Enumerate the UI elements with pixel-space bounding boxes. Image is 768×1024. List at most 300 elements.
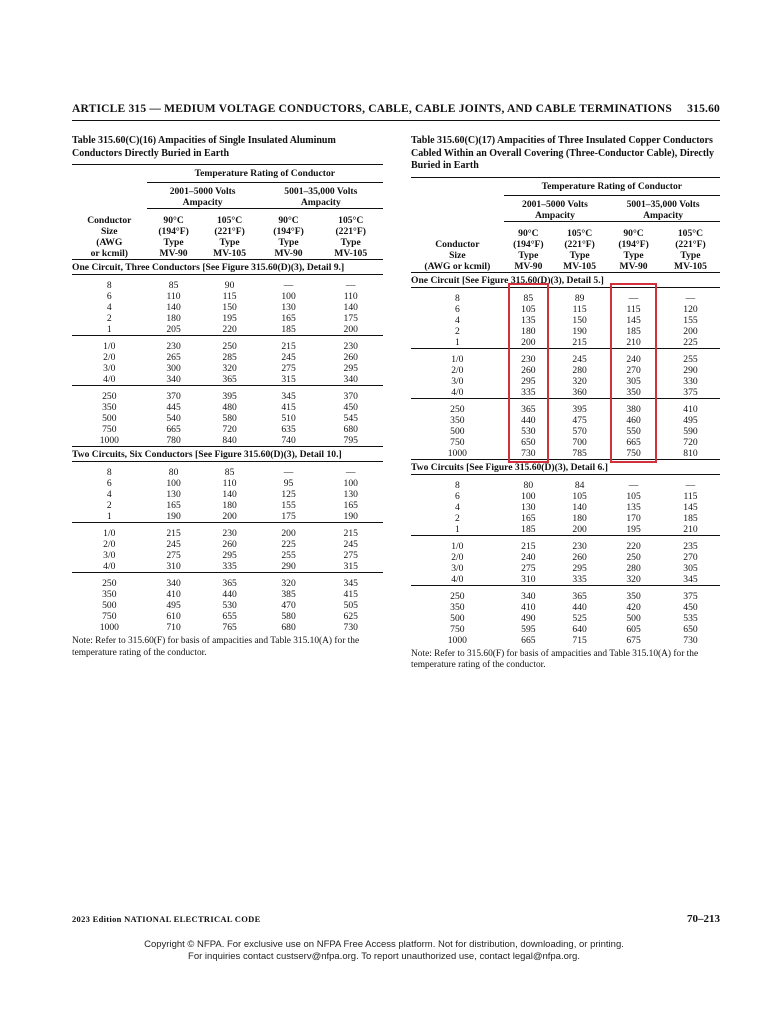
conductor-size-cell: 6 bbox=[106, 291, 112, 302]
ampacity-cell: 580 bbox=[281, 611, 296, 622]
ampacity-cell: 505 bbox=[343, 600, 358, 611]
ampacity-cell: 510 bbox=[281, 413, 296, 424]
table-315-60-c-16 bbox=[72, 135, 383, 659]
ampacity-cell: — bbox=[685, 479, 696, 491]
ampacity-cell: 345 bbox=[683, 573, 698, 585]
ampacity-cell: 215 bbox=[572, 336, 587, 348]
conductor-size-cell: 4 bbox=[106, 489, 112, 500]
ampacity-cell: 365 bbox=[222, 374, 237, 385]
conductor-size-cell: 1000 bbox=[447, 634, 467, 646]
ampacity-cell: 180 bbox=[222, 500, 237, 511]
ampacity-cell: 280 bbox=[626, 562, 641, 574]
table-row bbox=[72, 386, 383, 403]
ampacity-cell: 230 bbox=[318, 336, 383, 353]
ampacity-cell: 130 bbox=[166, 489, 181, 500]
page-header bbox=[72, 103, 720, 115]
conductor-size-cell: 2 bbox=[106, 313, 112, 324]
ampacity-cell: 85 bbox=[523, 292, 534, 304]
section-heading-row bbox=[411, 272, 720, 287]
table-row bbox=[411, 474, 720, 491]
ampacity-cell: 95 bbox=[283, 478, 294, 489]
ampacity-cell: 665 bbox=[521, 634, 536, 646]
ampacity-cell: 115 bbox=[626, 303, 641, 315]
ampacity-cell: 375 bbox=[683, 386, 698, 398]
ampacity-cell: 140 bbox=[343, 302, 358, 313]
ampacity-cell: 840 bbox=[222, 435, 237, 446]
ampacity-cell: 185 bbox=[683, 512, 698, 524]
table-row bbox=[411, 337, 720, 349]
ampacity-cell: 200 bbox=[259, 523, 319, 540]
ampacity-cell: 140 bbox=[166, 302, 181, 313]
ampacity-cell: 200 bbox=[222, 511, 237, 522]
ampacity-cell: 215 bbox=[318, 523, 383, 540]
ampacity-cell: 215 bbox=[259, 336, 319, 353]
table-row bbox=[72, 489, 383, 500]
conductor-size-cell: 8 bbox=[454, 479, 460, 491]
table-note: Note: Refer to 315.60(F) for basis of ampacities and Table 315.10(A) for the temperature rating of the conductor. bbox=[72, 636, 360, 658]
conductor-size-cell: 350 bbox=[450, 414, 465, 426]
header-line: Size bbox=[449, 249, 466, 261]
ampacity-cell: 335 bbox=[572, 573, 587, 585]
ampacity-cell: 255 bbox=[661, 348, 720, 365]
ampacity-cell: 345 bbox=[318, 573, 383, 590]
header-line: (194°F) bbox=[273, 226, 304, 237]
ampacity-cell: 495 bbox=[683, 414, 698, 426]
ampacity-table bbox=[72, 164, 383, 633]
conductor-size-cell: 4/0 bbox=[451, 573, 464, 585]
copyright-notice bbox=[0, 939, 768, 963]
ampacity-cell: 345 bbox=[259, 386, 319, 403]
ampacity-cell: 275 bbox=[166, 550, 181, 561]
conductor-size-cell: 350 bbox=[450, 601, 465, 613]
ampacity-cell: 335 bbox=[521, 386, 536, 398]
ampacity-cell: 410 bbox=[521, 601, 536, 613]
conductor-size-cell: 2/0 bbox=[451, 364, 464, 376]
conductor-size-cell: 4 bbox=[106, 302, 112, 313]
ampacity-cell: 275 bbox=[521, 562, 536, 574]
section-heading-row bbox=[411, 459, 720, 474]
table-caption: Table 315.60(C)(16) Ampacities of Single Insulated Aluminum Conductors Directly Buried in Earth bbox=[72, 135, 336, 159]
ampacity-cell: 200 bbox=[521, 336, 536, 348]
ampacity-cell: 200 bbox=[572, 523, 587, 535]
ampacity-cell: 185 bbox=[281, 324, 296, 335]
ampacity-cell: 310 bbox=[166, 561, 181, 572]
ampacity-cell: 295 bbox=[222, 550, 237, 561]
temp-rating-header: Temperature Rating of Conductor bbox=[147, 165, 383, 183]
ampacity-cell: 655 bbox=[222, 611, 237, 622]
header-line: MV-90 bbox=[514, 260, 543, 272]
ampacity-cell: 135 bbox=[626, 501, 641, 513]
ampacity-cell: 80 bbox=[523, 479, 534, 491]
table-row bbox=[72, 435, 383, 447]
page-footer bbox=[72, 913, 720, 925]
temp-rating-header: Temperature Rating of Conductor bbox=[504, 177, 720, 195]
ampacity-cell: 150 bbox=[572, 314, 587, 326]
ampacity-cell: 320 bbox=[222, 363, 237, 374]
conductor-size-cell: 1 bbox=[454, 336, 460, 348]
table-row bbox=[72, 573, 383, 590]
table-row bbox=[411, 624, 720, 635]
ampacity-cell: — bbox=[628, 479, 639, 491]
ampacity-cell: 370 bbox=[147, 386, 201, 403]
ampacity-cell: 320 bbox=[259, 573, 319, 590]
ampacity-cell: 175 bbox=[343, 313, 358, 324]
ampacity-cell: 675 bbox=[626, 634, 641, 646]
ampacity-cell: 360 bbox=[572, 386, 587, 398]
header-line: Type bbox=[219, 237, 240, 248]
ampacity-cell: 230 bbox=[553, 535, 606, 552]
ampacity-table bbox=[411, 177, 720, 646]
ampacity-cell: 225 bbox=[281, 539, 296, 550]
header-line: (194°F) bbox=[513, 238, 544, 250]
ampacity-cell: 720 bbox=[222, 424, 237, 435]
header-line: (AWG bbox=[96, 237, 123, 248]
ampacity-cell: 785 bbox=[572, 447, 587, 459]
conductor-size-cell: 1/0 bbox=[72, 523, 147, 540]
column-header bbox=[318, 209, 383, 260]
ampacity-cell: 100 bbox=[521, 490, 536, 502]
ampacity-cell: 460 bbox=[626, 414, 641, 426]
conductor-size-cell: 500 bbox=[450, 612, 465, 624]
table-row bbox=[411, 602, 720, 613]
ampacity-cell: 165 bbox=[281, 313, 296, 324]
table-row bbox=[411, 513, 720, 524]
ampacity-cell: 415 bbox=[281, 402, 296, 413]
conductor-size-cell: 750 bbox=[450, 436, 465, 448]
ampacity-cell: — bbox=[283, 280, 294, 291]
ampacity-cell: 100 bbox=[281, 291, 296, 302]
conductor-size-cell: 6 bbox=[454, 303, 460, 315]
voltage-group-header bbox=[259, 183, 383, 209]
ampacity-label: Ampacity bbox=[534, 209, 575, 221]
conductor-size-cell: 3/0 bbox=[451, 562, 464, 574]
table-row bbox=[72, 478, 383, 489]
table-row bbox=[411, 448, 720, 460]
ampacity-cell: 135 bbox=[521, 314, 536, 326]
conductor-size-cell: 350 bbox=[102, 402, 117, 413]
ampacity-cell: 365 bbox=[553, 585, 606, 602]
ampacity-cell: 115 bbox=[222, 291, 237, 302]
ampacity-cell: 415 bbox=[343, 589, 358, 600]
table-row bbox=[411, 415, 720, 426]
section-number: 315.60 bbox=[687, 103, 720, 115]
ampacity-cell: 385 bbox=[281, 589, 296, 600]
ampacity-cell: 80 bbox=[168, 467, 179, 478]
conductor-size-cell: 250 bbox=[72, 386, 147, 403]
conductor-size-cell: 1000 bbox=[447, 447, 467, 459]
header-line: 90°C bbox=[278, 215, 299, 226]
ampacity-label: Ampacity bbox=[643, 209, 684, 221]
ampacity-cell: 625 bbox=[343, 611, 358, 622]
ampacity-cell: 570 bbox=[572, 425, 587, 437]
column-header bbox=[661, 221, 720, 272]
ampacity-cell: 175 bbox=[281, 511, 296, 522]
header-line: 90°C bbox=[518, 227, 539, 239]
ampacity-cell: — bbox=[685, 292, 696, 304]
ampacity-cell: 715 bbox=[572, 634, 587, 646]
ampacity-cell: 100 bbox=[166, 478, 181, 489]
ampacity-cell: 295 bbox=[572, 562, 587, 574]
ampacity-cell: 605 bbox=[626, 623, 641, 635]
header-line: (221°F) bbox=[675, 238, 706, 250]
voltage-group-label: 5001–35,000 Volts bbox=[284, 186, 358, 197]
column-header bbox=[201, 209, 259, 260]
ampacity-cell: 85 bbox=[224, 467, 235, 478]
conductor-size-cell: 4 bbox=[454, 501, 460, 513]
ampacity-cell: 550 bbox=[626, 425, 641, 437]
section-heading: One Circuit [See Figure 315.60(D)(3), Detail 5.] bbox=[411, 272, 720, 287]
table-row bbox=[72, 462, 383, 479]
header-line: Conductor bbox=[435, 238, 480, 250]
ampacity-cell: 610 bbox=[166, 611, 181, 622]
table-row bbox=[411, 574, 720, 586]
table-row bbox=[72, 302, 383, 313]
ampacity-cell: 340 bbox=[147, 573, 201, 590]
ampacity-cell: 130 bbox=[281, 302, 296, 313]
ampacity-cell: 285 bbox=[222, 352, 237, 363]
ampacity-cell: 340 bbox=[504, 585, 553, 602]
column-header bbox=[147, 209, 201, 260]
table-row bbox=[72, 313, 383, 324]
ampacity-cell: 270 bbox=[683, 551, 698, 563]
header-line: 105°C bbox=[567, 227, 593, 239]
ampacity-cell: 525 bbox=[572, 612, 587, 624]
conductor-size-cell: 250 bbox=[411, 398, 504, 415]
ampacity-cell: 795 bbox=[343, 435, 358, 446]
table-row bbox=[411, 491, 720, 502]
ampacity-cell: 195 bbox=[222, 313, 237, 324]
conductor-size-cell: 1000 bbox=[99, 622, 119, 633]
header-line: Type bbox=[518, 249, 539, 261]
ampacity-cell: 265 bbox=[166, 352, 181, 363]
header-line: (AWG or kcmil) bbox=[424, 260, 491, 272]
ampacity-cell: 180 bbox=[521, 325, 536, 337]
ampacity-cell: 105 bbox=[521, 303, 536, 315]
header-line: (221°F) bbox=[564, 238, 595, 250]
table-row bbox=[411, 304, 720, 315]
ampacity-cell: 320 bbox=[572, 375, 587, 387]
ampacity-cell: 315 bbox=[281, 374, 296, 385]
header-line: (194°F) bbox=[618, 238, 649, 250]
conductor-size-cell: 8 bbox=[454, 292, 460, 304]
section-heading: Two Circuits [See Figure 315.60(D)(3), Detail 6.] bbox=[411, 459, 720, 474]
ampacity-cell: 275 bbox=[281, 363, 296, 374]
ampacity-cell: 110 bbox=[222, 478, 237, 489]
ampacity-cell: 680 bbox=[281, 622, 296, 633]
table-row bbox=[411, 437, 720, 448]
header-line: MV-105 bbox=[563, 260, 597, 272]
ampacity-cell: 215 bbox=[147, 523, 201, 540]
ampacity-cell: 120 bbox=[683, 303, 698, 315]
ampacity-cell: 89 bbox=[574, 292, 585, 304]
conductor-size-cell: 350 bbox=[102, 589, 117, 600]
ampacity-cell: 140 bbox=[572, 501, 587, 513]
voltage-group-label: 2001–5000 Volts bbox=[522, 198, 588, 210]
ampacity-cell: 210 bbox=[683, 523, 698, 535]
table-row bbox=[72, 611, 383, 622]
ampacity-cell: 295 bbox=[343, 363, 358, 374]
table-row bbox=[72, 589, 383, 600]
ampacity-cell: 190 bbox=[572, 325, 587, 337]
table-row bbox=[72, 550, 383, 561]
conductor-size-cell: 8 bbox=[106, 280, 112, 291]
ampacity-cell: 300 bbox=[166, 363, 181, 374]
table-row bbox=[72, 539, 383, 550]
header-rule bbox=[72, 120, 720, 121]
ampacity-cell: 140 bbox=[222, 489, 237, 500]
ampacity-cell: 730 bbox=[683, 634, 698, 646]
table-row bbox=[411, 552, 720, 563]
article-title: ARTICLE 315 — MEDIUM VOLTAGE CONDUCTORS, CABLE, CABLE JOINTS, AND CABLE TERMINATIONS bbox=[72, 103, 673, 115]
section-heading-row bbox=[72, 447, 383, 462]
table-row bbox=[411, 387, 720, 399]
ampacity-cell: 365 bbox=[201, 573, 259, 590]
ampacity-cell: 165 bbox=[343, 500, 358, 511]
header-line: Type bbox=[163, 237, 184, 248]
ampacity-cell: 115 bbox=[683, 490, 698, 502]
ampacity-cell: — bbox=[283, 467, 294, 478]
ampacity-cell: 190 bbox=[343, 511, 358, 522]
ampacity-cell: 500 bbox=[626, 612, 641, 624]
header-line: Type bbox=[569, 249, 590, 261]
conductor-size-cell: 750 bbox=[450, 623, 465, 635]
table-row bbox=[411, 524, 720, 536]
ampacity-cell: 130 bbox=[343, 489, 358, 500]
conductor-size-cell: 2 bbox=[454, 325, 460, 337]
table-row bbox=[411, 613, 720, 624]
ampacity-cell: 635 bbox=[281, 424, 296, 435]
conductor-size-cell: 500 bbox=[102, 413, 117, 424]
header-line: Conductor bbox=[87, 215, 132, 226]
ampacity-cell: 260 bbox=[521, 364, 536, 376]
ampacity-cell: 350 bbox=[626, 386, 641, 398]
ampacity-cell: 90 bbox=[224, 280, 235, 291]
ampacity-cell: 245 bbox=[166, 539, 181, 550]
ampacity-cell: 230 bbox=[147, 336, 201, 353]
ampacity-cell: 730 bbox=[343, 622, 358, 633]
ampacity-cell: 180 bbox=[572, 512, 587, 524]
ampacity-label: Ampacity bbox=[182, 197, 223, 208]
ampacity-cell: 320 bbox=[626, 573, 641, 585]
conductor-size-header bbox=[411, 221, 504, 272]
header-line: 105°C bbox=[677, 227, 704, 239]
table-row bbox=[72, 374, 383, 386]
conductor-size-cell: 3/0 bbox=[451, 375, 464, 387]
ampacity-cell: 480 bbox=[222, 402, 237, 413]
ampacity-cell: 595 bbox=[521, 623, 536, 635]
table-row bbox=[72, 622, 383, 633]
ampacity-cell: 310 bbox=[521, 573, 536, 585]
conductor-size-cell: 1 bbox=[454, 523, 460, 535]
ampacity-cell: 85 bbox=[168, 280, 179, 291]
ampacity-cell: 650 bbox=[683, 623, 698, 635]
table-row bbox=[411, 315, 720, 326]
ampacity-cell: 180 bbox=[166, 313, 181, 324]
ampacity-cell: — bbox=[628, 292, 639, 304]
conductor-size-cell: 750 bbox=[102, 424, 117, 435]
table-row bbox=[411, 563, 720, 574]
conductor-size-cell: 3/0 bbox=[103, 363, 116, 374]
ampacity-cell: 530 bbox=[521, 425, 536, 437]
ampacity-cell: 230 bbox=[504, 348, 553, 365]
conductor-size-cell: 6 bbox=[106, 478, 112, 489]
ampacity-cell: 340 bbox=[166, 374, 181, 385]
ampacity-cell: 185 bbox=[626, 325, 641, 337]
ampacity-cell: 650 bbox=[521, 436, 536, 448]
ampacity-cell: 535 bbox=[683, 612, 698, 624]
ampacity-cell: 440 bbox=[222, 589, 237, 600]
ampacity-cell: 215 bbox=[504, 535, 553, 552]
conductor-size-cell: 500 bbox=[102, 600, 117, 611]
header-line: MV-105 bbox=[674, 260, 707, 272]
ampacity-cell: 305 bbox=[683, 562, 698, 574]
ampacity-cell: 275 bbox=[343, 550, 358, 561]
column-header bbox=[259, 209, 319, 260]
ampacity-cell: 110 bbox=[166, 291, 181, 302]
table-row bbox=[411, 326, 720, 337]
ampacity-cell: 470 bbox=[281, 600, 296, 611]
conductor-size-cell: 2 bbox=[106, 500, 112, 511]
section-heading: One Circuit, Three Conductors [See Figure 315.60(D)(3), Detail 9.] bbox=[72, 260, 383, 275]
ampacity-cell: 230 bbox=[201, 523, 259, 540]
ampacity-cell: 255 bbox=[281, 550, 296, 561]
conductor-size-cell: 1/0 bbox=[411, 348, 504, 365]
conductor-size-cell: 1 bbox=[106, 511, 112, 522]
conductor-size-cell: 4 bbox=[454, 314, 460, 326]
voltage-group-header bbox=[147, 183, 259, 209]
conductor-size-cell: 1/0 bbox=[72, 336, 147, 353]
ampacity-cell: 420 bbox=[626, 601, 641, 613]
ampacity-cell: 450 bbox=[683, 601, 698, 613]
conductor-size-cell: 500 bbox=[450, 425, 465, 437]
ampacity-cell: — bbox=[345, 467, 356, 478]
conductor-size-cell: 1 bbox=[106, 324, 112, 335]
ampacity-cell: 84 bbox=[574, 479, 585, 491]
header-line: MV-90 bbox=[274, 248, 303, 259]
table-row bbox=[411, 287, 720, 304]
ampacity-cell: 190 bbox=[166, 511, 181, 522]
ampacity-cell: 240 bbox=[606, 348, 661, 365]
conductor-size-cell: 4/0 bbox=[451, 386, 464, 398]
table-row bbox=[72, 363, 383, 374]
ampacity-cell: 395 bbox=[553, 398, 606, 415]
column-header bbox=[606, 221, 661, 272]
table-row bbox=[72, 511, 383, 523]
ampacity-cell: 105 bbox=[626, 490, 641, 502]
ampacity-cell: 260 bbox=[222, 539, 237, 550]
header-line: 105°C bbox=[217, 215, 243, 226]
ampacity-cell: 170 bbox=[626, 512, 641, 524]
ampacity-cell: 335 bbox=[222, 561, 237, 572]
table-row bbox=[72, 291, 383, 302]
table-row bbox=[72, 600, 383, 611]
ampacity-cell: 100 bbox=[343, 478, 358, 489]
table-body bbox=[72, 260, 383, 634]
conductor-size-cell: 2/0 bbox=[103, 352, 116, 363]
conductor-size-cell: 4/0 bbox=[103, 561, 116, 572]
ampacity-cell: 475 bbox=[572, 414, 587, 426]
ampacity-cell: 375 bbox=[661, 585, 720, 602]
ampacity-cell: 155 bbox=[281, 500, 296, 511]
ampacity-cell: 240 bbox=[521, 551, 536, 563]
ampacity-cell: 700 bbox=[572, 436, 587, 448]
header-line: Type bbox=[680, 249, 701, 261]
ampacity-cell: 315 bbox=[343, 561, 358, 572]
ampacity-cell: 445 bbox=[166, 402, 181, 413]
ampacity-cell: 450 bbox=[343, 402, 358, 413]
section-heading: Two Circuits, Six Conductors [See Figure 315.60(D)(3), Detail 10.] bbox=[72, 447, 383, 462]
voltage-group-header bbox=[606, 195, 720, 221]
